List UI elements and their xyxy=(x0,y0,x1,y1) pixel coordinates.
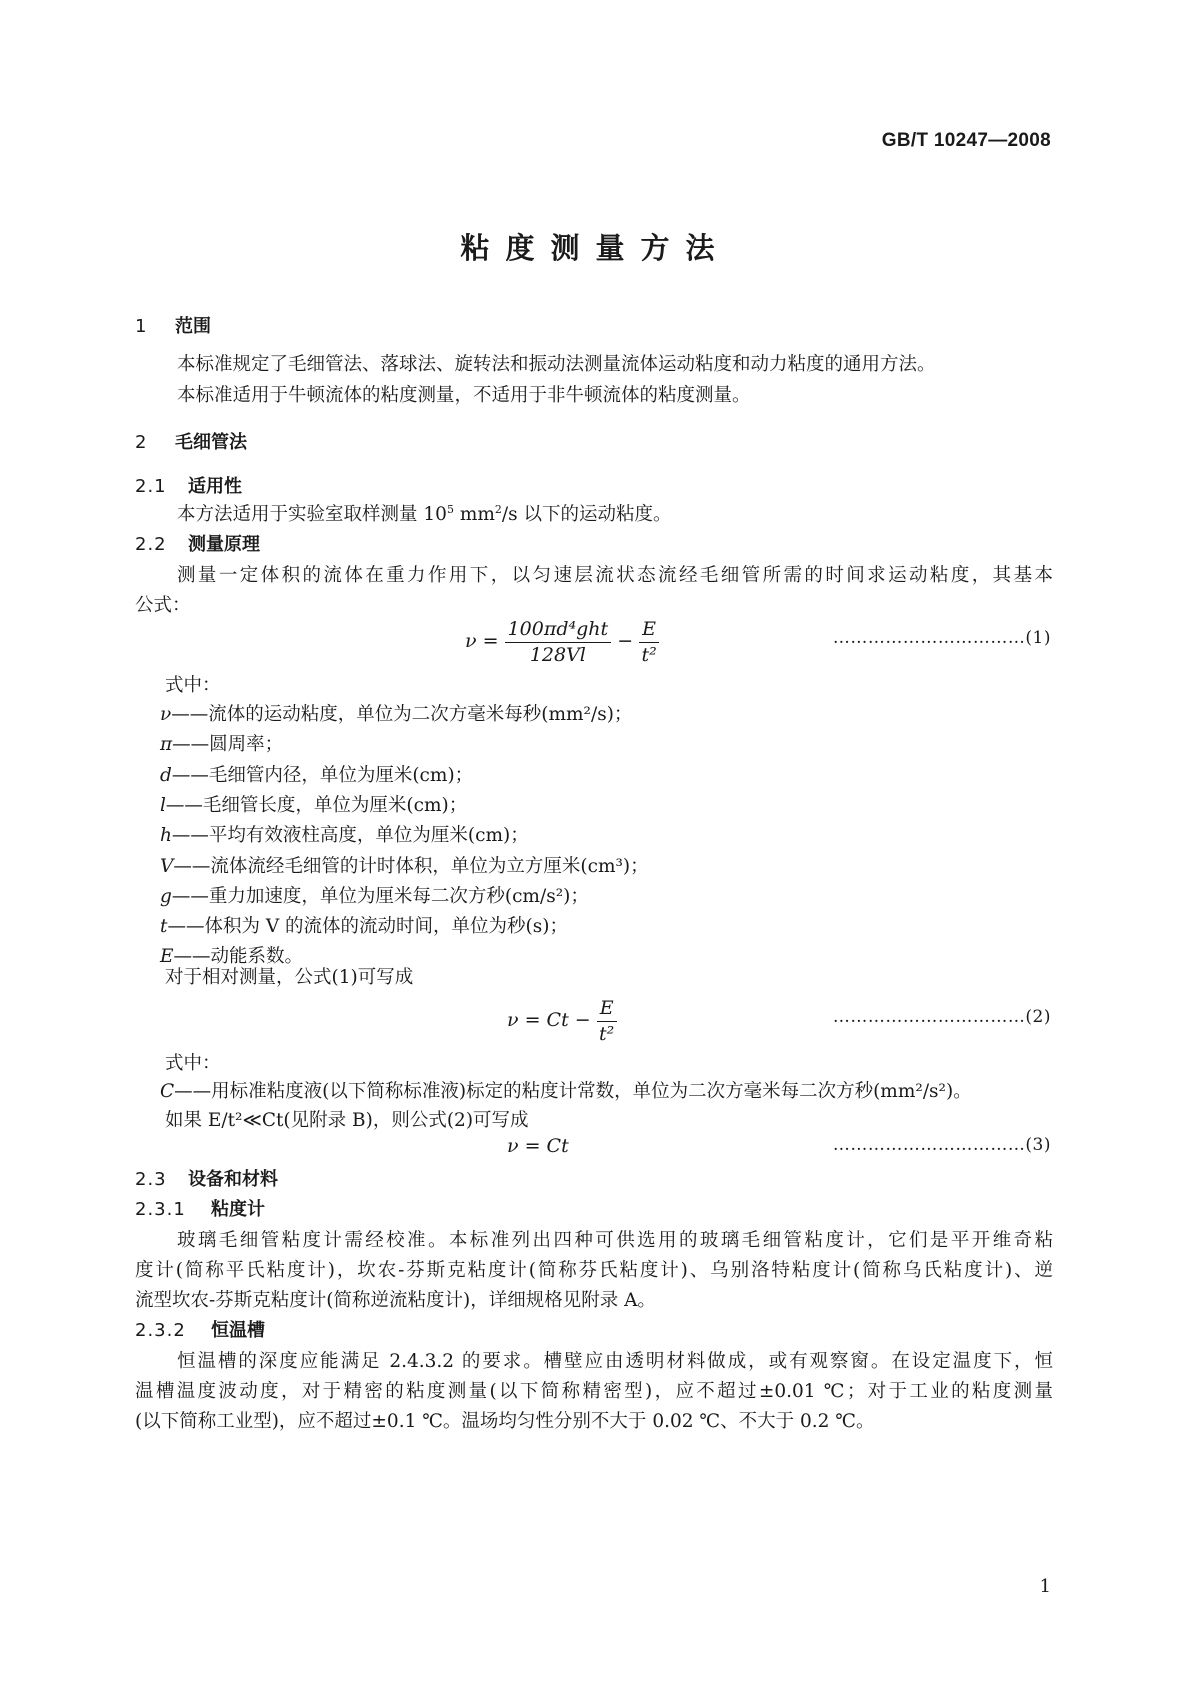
principle-paragraph-line-2: 公式： xyxy=(135,595,191,616)
definition-symbol: h xyxy=(160,825,172,846)
definition-item xyxy=(160,882,589,908)
section-number: 2.3.2 xyxy=(135,1320,186,1341)
principle-paragraph-line-1: 测量一定体积的流体在重力作用下，以匀速层流状态流经毛细管所需的时间求运动粘度，其基本 xyxy=(177,565,1053,586)
relative-measurement-text: 对于相对测量，公式(1)可写成 xyxy=(165,967,414,988)
document-title: 粘度测量方法 xyxy=(460,231,731,265)
fraction: $\frac{\text{100πd⁴ght}}{128Vl}$ xyxy=(505,617,612,667)
section-1-heading xyxy=(135,312,211,338)
applicability-paragraph: 本方法适用于实验室取样测量 $10^5$ $mm^2/s$ 以下的运动粘度。 xyxy=(177,503,672,525)
section-number: 2.3.1 xyxy=(135,1199,186,1220)
formula-2: ν = Ct − $\frac{E}{\text{t²}}$ xyxy=(507,996,617,1046)
definition-symbol: l xyxy=(160,795,166,816)
definition-text: ——平均有效液柱高度，单位为厘米(cm)； xyxy=(171,825,529,846)
section-title: 毛细管法 xyxy=(175,432,247,453)
formula-1-number: ……………………………(1) xyxy=(832,628,1051,648)
viscometer-paragraph-line-1: 玻璃毛细管粘度计需经校准。本标准列出四种可供选用的玻璃毛细管粘度计，它们是平开维奇粘 xyxy=(177,1230,1053,1251)
definition-text: ——体积为 V 的流体的流动时间，单位为秒(s)； xyxy=(167,916,568,937)
simplification-condition: 如果 E/t²≪Ct(见附录 B)，则公式(2)可写成 xyxy=(165,1110,529,1131)
bath-paragraph-line-1: 恒温槽的深度应能满足 2.4.3.2 的要求。槽壁应由透明材料做成，或有观察窗。在设定温度下，恒 xyxy=(177,1351,1053,1372)
definition-item xyxy=(160,700,632,726)
section-number: 1 xyxy=(135,316,147,337)
scope-paragraph-2: 本标准适用于牛顿流体的粘度测量，不适用于非牛顿流体的粘度测量。 xyxy=(177,385,751,406)
formula-3: ν = Ct xyxy=(507,1135,569,1157)
definition-text: ——重力加速度，单位为厘米每二次方秒(cm/s²)； xyxy=(171,886,589,907)
bath-paragraph-line-2: 温槽温度波动度，对于精密的粘度测量(以下简称精密型)，应不超过±0.01 ℃；对于工业的粘度测量 xyxy=(135,1381,1053,1402)
definition-symbol: E xyxy=(160,946,174,967)
definition-text: ——动能系数。 xyxy=(173,946,304,967)
viscometer-paragraph-line-3: 流型坎农-芬斯克粘度计(简称逆流粘度计)，详细规格见附录 A。 xyxy=(135,1290,656,1311)
section-2-3-1-heading xyxy=(135,1195,265,1221)
section-number: 2.1 xyxy=(135,476,167,497)
definition-text: ——毛细管长度，单位为厘米(cm)； xyxy=(165,795,468,816)
section-number: 2.2 xyxy=(135,534,167,555)
fraction: $\frac{E}{\text{t²}}$ xyxy=(639,617,659,667)
section-2-2-heading xyxy=(135,530,260,556)
viscometer-paragraph-line-2: 度计(简称平氏粘度计)，坎农-芬斯克粘度计(简称芬氏粘度计)、乌别洛特粘度计(简称乌氏粘度计)、逆 xyxy=(135,1260,1053,1281)
bath-paragraph-line-3: (以下简称工业型)，应不超过±0.1 ℃。温场均匀性分别不大于 0.02 ℃、不大于 0.2 ℃。 xyxy=(135,1411,875,1432)
definition-text: ——毛细管内径，单位为厘米(cm)； xyxy=(171,765,474,786)
definition-item xyxy=(160,761,473,787)
definition-item xyxy=(160,912,568,938)
definition-item xyxy=(160,852,649,878)
definition-text: ——圆周率； xyxy=(172,734,284,755)
standard-number: GB/T 10247—2008 xyxy=(881,130,1051,151)
formula-1: ν = $\frac{\text{100πd⁴ght}}{128Vl}$ − $\frac{E}{\text{t²}}$ xyxy=(465,617,659,667)
section-2-3-2-heading xyxy=(135,1316,265,1342)
definition-text: ——流体的运动粘度，单位为二次方毫米每秒(mm²/s)； xyxy=(171,704,633,725)
definition-symbol: π xyxy=(160,734,173,755)
section-title: 恒温槽 xyxy=(211,1320,265,1341)
section-2-1-heading xyxy=(135,472,242,498)
definition-symbol: t xyxy=(160,916,168,937)
section-title: 测量原理 xyxy=(188,534,260,555)
page-number: 1 xyxy=(1039,1576,1051,1597)
definition-item xyxy=(160,791,467,817)
definition-symbol: g xyxy=(160,886,172,907)
formula-2-number: ……………………………(2) xyxy=(832,1007,1051,1027)
scope-paragraph-1: 本标准规定了毛细管法、落球法、旋转法和振动法测量流体运动粘度和动力粘度的通用方法。 xyxy=(177,354,936,375)
fraction: $\frac{E}{\text{t²}}$ xyxy=(597,996,617,1046)
definition-symbol: V xyxy=(160,856,174,877)
definition-symbol: ν xyxy=(160,704,172,725)
definition-C: C——用标准粘度液(以下简称标准液)标定的粘度计常数，单位为二次方毫米每二次方秒(mm²/s²)。 xyxy=(160,1081,972,1102)
definition-item xyxy=(160,821,529,847)
section-title: 适用性 xyxy=(188,476,242,497)
where-label-2: 式中： xyxy=(165,1053,221,1074)
section-number: 2 xyxy=(135,432,147,453)
section-2-heading xyxy=(135,428,247,454)
where-label: 式中： xyxy=(165,675,221,696)
section-title: 设备和材料 xyxy=(188,1169,278,1190)
section-title: 范围 xyxy=(175,316,211,337)
definition-symbol: d xyxy=(160,765,172,786)
section-2-3-heading xyxy=(135,1165,278,1191)
formula-3-number: ……………………………(3) xyxy=(832,1135,1051,1155)
definition-item xyxy=(160,730,283,756)
definition-text: ——流体流经毛细管的计时体积，单位为立方厘米(cm³)； xyxy=(173,856,649,877)
section-title: 粘度计 xyxy=(211,1199,265,1220)
section-number: 2.3 xyxy=(135,1169,167,1190)
